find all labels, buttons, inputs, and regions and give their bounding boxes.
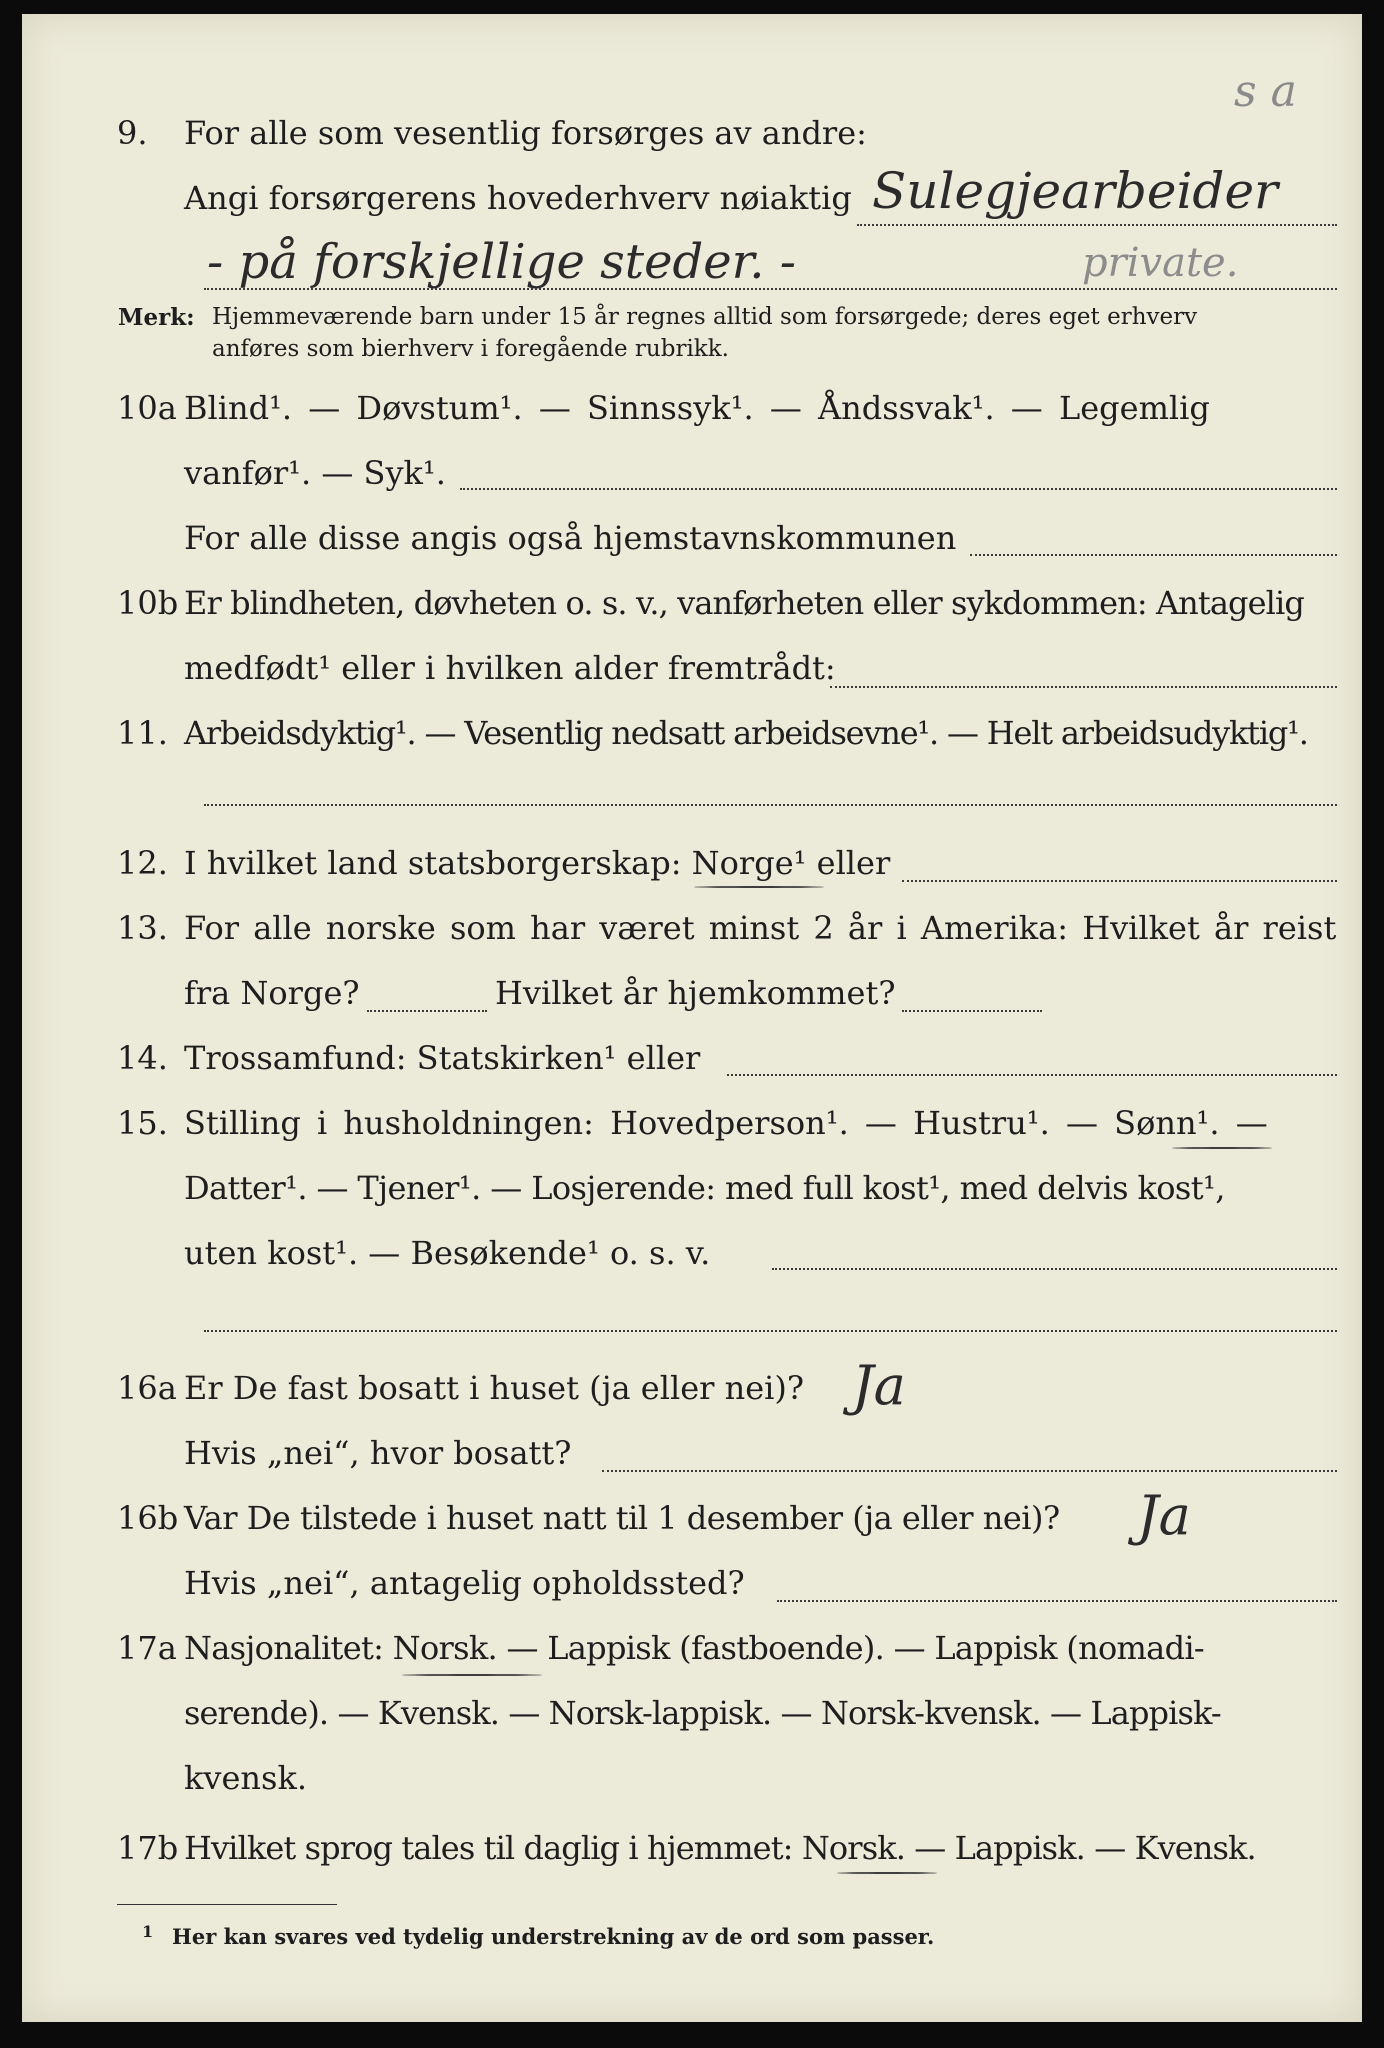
q13-number: 13.	[117, 909, 168, 947]
q11-text-line1: Arbeidsdyktig¹. — Vesentlig nedsatt arbeidsevne¹. — Helt arbeidsudyktig¹.	[184, 714, 1308, 752]
q10a-answer-line1	[460, 488, 1337, 490]
q15-line2	[22, 1169, 1362, 1229]
q16a-line1	[22, 1369, 1362, 1429]
q10a-number: 10a	[117, 389, 177, 427]
q15-line3	[22, 1234, 1362, 1294]
q16a-answer-line	[602, 1470, 1337, 1472]
q15-text-line1: Stilling i husholdningen: Hovedperson¹. — Hustru¹. — Sønn¹. —	[184, 1104, 1268, 1142]
q9-text-line2: Angi forsørgerens hovederhverv nøiaktig	[184, 179, 852, 217]
q15-text-line2: Datter¹. — Tjener¹. — Losjerende: med full kost¹, med delvis kost¹,	[184, 1169, 1225, 1207]
footnote-rule	[117, 1904, 337, 1905]
q14-text-line1: Trossamfund: Statskirken¹ eller	[184, 1039, 701, 1077]
q10a-line1	[22, 389, 1362, 449]
q10b-answer-line	[830, 686, 1337, 688]
q10a-text-line3: For alle disse angis også hjemstavnskommunen	[184, 519, 957, 557]
q13-text-line2b: Hvilket år hjemkommet?	[495, 974, 896, 1012]
q10b-line2	[22, 649, 1362, 709]
merk-text-line1: Hjemmeværende barn under 15 år regnes alltid som forsørgede; deres eget erhverv	[212, 304, 1198, 330]
q9-answer-line1	[857, 224, 1337, 226]
q15-line1	[22, 1104, 1362, 1164]
q10b-line1	[22, 584, 1362, 644]
q9-handwritten-answer1: Sulegjearbeider	[872, 162, 1278, 220]
q17a-text-line3: kvensk.	[184, 1759, 307, 1797]
q17a-text-line2: serende). — Kvensk. — Norsk-lappisk. — Norsk-kvensk. — Lappisk-	[184, 1694, 1221, 1732]
q15-text-line3: uten kost¹. — Besøkende¹ o. s. v.	[184, 1234, 711, 1272]
q17a-line2	[22, 1694, 1362, 1754]
q9-text-line1: For alle som vesentlig forsørges av andre:	[184, 114, 867, 152]
q13-line2	[22, 974, 1362, 1034]
q16b-line2	[22, 1564, 1362, 1624]
q16b-number: 16b	[117, 1499, 179, 1537]
q17b-line1	[22, 1829, 1362, 1889]
q17b-number: 17b	[117, 1829, 179, 1867]
q13-text-line2a: fra Norge?	[184, 974, 360, 1012]
q10a-line3	[22, 519, 1362, 579]
q10a-answer-line2	[970, 554, 1337, 556]
q15-answer-line1	[772, 1268, 1337, 1270]
q11-number: 11.	[117, 714, 168, 752]
q16b-text-line1: Var De tilstede i huset natt til 1 desember (ja eller nei)?	[184, 1499, 1060, 1537]
q15-sonn-underline	[1172, 1147, 1272, 1149]
q16a-number: 16a	[117, 1369, 177, 1407]
q13-line1	[22, 909, 1362, 969]
q17b-text-line1: Hvilket sprog tales til daglig i hjemmet: Norsk. — Lappisk. — Kvensk.	[184, 1829, 1256, 1867]
q12-answer-line	[902, 880, 1337, 882]
q15-number: 15.	[117, 1104, 168, 1142]
q10b-text-line1: Er blindheten, døvheten o. s. v., vanførheten eller sykdommen: Antagelig	[184, 584, 1304, 622]
q17a-norsk-underline	[402, 1674, 542, 1676]
q16b-handwritten-answer: Ja	[1137, 1484, 1191, 1547]
q17b-norsk-underline	[837, 1872, 937, 1874]
q13-text-line1: For alle norske som har været minst 2 år i Amerika: Hvilket år reist	[184, 909, 1337, 947]
q11-line1	[22, 714, 1362, 774]
q16b-answer-line	[777, 1600, 1337, 1602]
footnote-text: Her kan svares ved tydelig understrekning av de ord som passer.	[172, 1924, 935, 1949]
q10a-text-line2: vanfør¹. — Syk¹.	[184, 454, 446, 492]
q16a-handwritten-answer: Ja	[852, 1354, 906, 1417]
q13-hjemkommet-answer-line	[902, 1010, 1042, 1012]
q10a-text-line1: Blind¹. — Døvstum¹. — Sinnssyk¹. — Åndssvak¹. — Legemlig	[184, 389, 1210, 427]
q9-answer-line2	[204, 288, 1337, 290]
q9-line2	[22, 179, 1362, 239]
q16b-text-line2: Hvis „nei“, antagelig opholdssted?	[184, 1564, 745, 1602]
q12-line1	[22, 844, 1362, 904]
q9-number: 9.	[117, 114, 148, 152]
q17a-line1	[22, 1629, 1362, 1689]
q16a-text-line2: Hvis „nei“, hvor bosatt?	[184, 1434, 572, 1472]
q14-answer-line	[727, 1074, 1337, 1076]
q12-norge-underline	[694, 886, 824, 888]
q10b-number: 10b	[117, 584, 179, 622]
q13-reist-answer-line	[367, 1010, 487, 1012]
q17a-line3	[22, 1759, 1362, 1819]
census-form-page	[22, 14, 1362, 2022]
merk-text-line2: anføres som bierhverv i foregående rubrikk.	[212, 336, 729, 362]
q14-number: 14.	[117, 1039, 168, 1077]
footnote-mark: 1	[142, 1922, 154, 1941]
merk-label: Merk:	[118, 304, 195, 331]
q10b-text-line2: medfødt¹ eller i hvilken alder fremtrådt:	[184, 649, 836, 687]
q17a-number: 17a	[117, 1629, 177, 1667]
q9-handwritten-answer3: private.	[1082, 240, 1239, 286]
q14-line1	[22, 1039, 1362, 1099]
corner-mark: s a	[1234, 66, 1297, 117]
q16a-text-line1: Er De fast bosatt i huset (ja eller nei)?	[184, 1369, 805, 1407]
q10a-line2	[22, 454, 1362, 514]
q12-number: 12.	[117, 844, 168, 882]
q12-text-line1: I hvilket land statsborgerskap: Norge¹ eller	[184, 844, 891, 882]
q17a-text-line1: Nasjonalitet: Norsk. — Lappisk (fastboende). — Lappisk (nomadi-	[184, 1629, 1204, 1667]
q9-handwritten-answer2: - på forskjellige steder. -	[207, 234, 797, 290]
q15-answer-line2	[204, 1330, 1337, 1332]
q11-answer-line	[204, 804, 1337, 806]
